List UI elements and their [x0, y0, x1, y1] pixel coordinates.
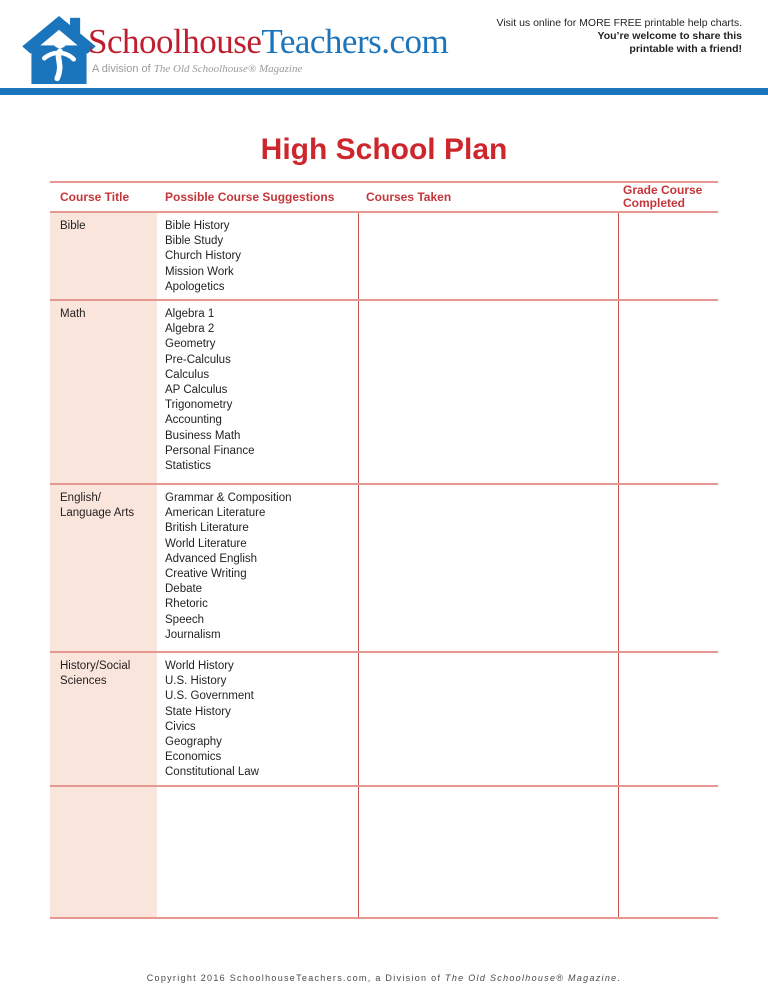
table-row [50, 213, 718, 301]
page-title: High School Plan [260, 133, 508, 166]
table-row [50, 485, 718, 653]
grade-completed-cell [618, 787, 718, 917]
high-school-plan-table [50, 181, 718, 919]
courses-taken-cell [358, 485, 618, 651]
grade-completed-cell [618, 301, 718, 483]
course-title-cell [50, 787, 157, 917]
tagline-prefix: A division of [92, 63, 154, 75]
suggestions-cell: World History U.S. History U.S. Government State History Civics Geography Economics Constitutional Law [165, 660, 259, 779]
courses-taken-cell [358, 301, 618, 483]
copyright-magazine: The Old Schoolhouse® Magazine. [445, 973, 622, 983]
copyright-text: Copyright 2016 SchoolhouseTeachers.com, a Division of [146, 973, 446, 983]
suggestions-cell: Algebra 1 Algebra 2 Geometry Pre-Calculus Calculus AP Calculus Trigonometry Accounting Business Math Personal Finance Statistics [165, 308, 255, 473]
courses-taken-cell [358, 653, 618, 785]
table-row [50, 301, 718, 485]
logo-tagline [92, 63, 302, 75]
table-row [50, 787, 718, 919]
column-header-grade-completed: Grade Course Completed [623, 183, 703, 210]
column-header-suggestions: Possible Course Suggestions [165, 189, 335, 204]
logo-wordmark [88, 22, 448, 62]
grade-completed-cell [618, 653, 718, 785]
note-line-3: printable with a friend! [629, 43, 742, 55]
copyright-footer [0, 973, 768, 983]
suggestions-cell [157, 787, 358, 917]
tagline-magazine: The Old Schoolhouse® Magazine [153, 63, 303, 75]
header-divider-bar [0, 88, 768, 95]
courses-taken-cell [358, 213, 618, 299]
table-header-row [50, 181, 718, 213]
table-row [50, 653, 718, 787]
logo-schoolhouse: Schoolhouse [88, 22, 262, 61]
column-header-course-title: Course Title [60, 189, 130, 204]
grade-completed-cell [618, 485, 718, 651]
note-line-1: Visit us online for MORE FREE printable help charts. [496, 17, 742, 29]
header-note [497, 17, 743, 56]
suggestions-cell: Bible History Bible Study Church History Mission Work Apologetics [165, 220, 242, 293]
course-title-cell: Math [50, 301, 157, 483]
course-title-cell: History/Social Sciences [50, 653, 157, 785]
course-title-cell: English/ Language Arts [50, 485, 157, 651]
courses-taken-cell [358, 787, 618, 917]
grade-completed-cell [618, 213, 718, 299]
schoolhouse-logo-icon [22, 16, 96, 84]
logo-teachers-com: Teachers.com [261, 22, 449, 61]
course-title-cell: Bible [50, 213, 157, 299]
suggestions-cell: Grammar & Composition American Literature British Literature World Literature Advanced English Creative Writing Debate Rhetoric Speech Journalism [165, 492, 292, 641]
note-line-2: You’re welcome to share this [597, 30, 742, 42]
column-header-courses-taken: Courses Taken [366, 189, 452, 204]
masthead [0, 0, 768, 96]
